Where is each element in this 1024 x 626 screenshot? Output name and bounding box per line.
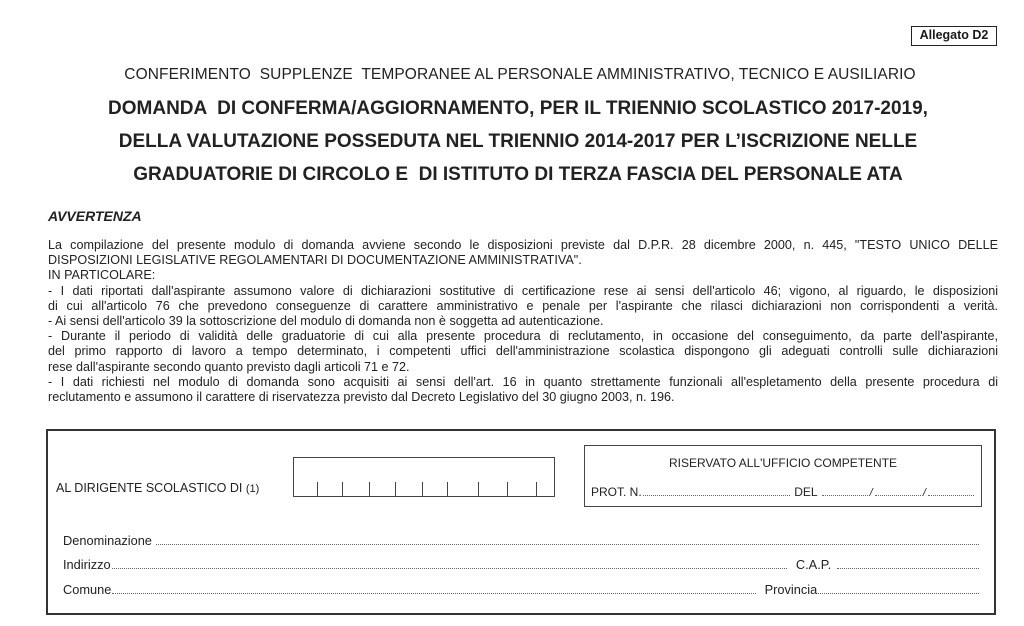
protocol-number-label: PROT. N. [591, 485, 642, 499]
comune-field[interactable] [112, 583, 755, 594]
indirizzo-label: Indirizzo [63, 557, 111, 572]
code-cell-divider [317, 482, 318, 496]
warning-body [48, 238, 998, 405]
allegato-badge: Allegato D2 [911, 26, 997, 46]
provincia-label: Provincia [764, 582, 818, 597]
code-cell-divider [478, 482, 479, 496]
code-cell-divider [369, 482, 370, 496]
date-separator: / [869, 487, 873, 499]
code-cell-divider [395, 482, 396, 496]
code-cell-divider [536, 482, 537, 496]
document-title-line-1: DOMANDA DI CONFERMA/AGGIORNAMENTO, PER IL TRIENNIO SCOLASTICO 2017-2019, [108, 98, 928, 119]
protocol-date-label: DEL [794, 485, 818, 499]
warning-line: - I dati richiesti nel modulo di domanda sono acquisiti ai sensi dell'art. 16 in quanto strettamente funzionali all'espletamento della presente procedura di [48, 374, 998, 389]
cap-label: C.A.P. [795, 557, 832, 572]
indirizzo-field[interactable] [112, 558, 787, 569]
code-cell-divider [422, 482, 423, 496]
provincia-field[interactable] [818, 583, 979, 594]
protocol-date-year-field[interactable] [928, 485, 974, 496]
comune-row [63, 582, 980, 597]
denominazione-field[interactable] [156, 534, 979, 545]
school-address-form [46, 429, 996, 615]
date-separator: / [922, 487, 926, 499]
warning-line: rese dall'aspirante secondo quanto previsto dagli articoli 71 e 72. [48, 359, 410, 374]
code-cell-divider [447, 482, 448, 496]
warning-line: - I dati riportati dall'aspirante assumono valore di dichiarazioni sostitutive di certificazione rese ai sensi dell'articolo 46; vigono, al riguardo, le disposizioni [48, 283, 998, 298]
warning-heading: AVVERTENZA [48, 208, 142, 224]
dirigente-label-text: AL DIRIGENTE SCOLASTICO DI [56, 481, 243, 495]
cap-field[interactable] [837, 558, 979, 569]
document-title-line-3: GRADUATORIE DI CIRCOLO E DI ISTITUTO DI TERZA FASCIA DEL PERSONALE ATA [133, 164, 903, 185]
warning-line: - Ai sensi dell'articolo 39 la sottoscrizione del modulo di domanda non è soggetta ad autenticazione. [48, 314, 604, 329]
document-subtitle: CONFERIMENTO SUPPLENZE TEMPORANEE AL PERSONALE AMMINISTRATIVO, TECNICO E AUSILIARIO [124, 66, 916, 83]
warning-line: DISPOSIZIONI LEGISLATIVE REGOLAMENTARI DI DOCUMENTAZIONE AMMINISTRATIVA". [48, 253, 582, 268]
denominazione-row [63, 533, 980, 548]
indirizzo-row [63, 557, 980, 572]
warning-line: IN PARTICOLARE: [48, 268, 156, 283]
comune-label: Comune [63, 582, 112, 597]
reserved-office-box [584, 445, 982, 507]
dirigente-label [56, 481, 259, 495]
code-cell-divider [507, 482, 508, 496]
reserved-office-title: RISERVATO ALL'UFFICIO COMPETENTE [668, 456, 898, 470]
protocol-date-month-field[interactable] [875, 485, 921, 496]
document-title-line-2: DELLA VALUTAZIONE POSSEDUTA NEL TRIENNIO 2014-2017 PER L’ISCRIZIONE NELLE [118, 131, 918, 152]
warning-line: La compilazione del presente modulo di domanda avviene secondo le disposizioni previste dal D.P.R. 28 dicembre 2000, n. 445, "TESTO UNICO DELLE [48, 238, 998, 252]
dirigente-footnote: (1) [245, 483, 260, 495]
denominazione-label: Denominazione [63, 533, 152, 548]
protocol-number-field[interactable] [643, 485, 791, 496]
warning-line: reclutamento e assumono il carattere di riservatezza previsto dal Decreto Legislativo del 30 giugno 2003, n. 196. [48, 390, 675, 405]
code-cell-divider [342, 482, 343, 496]
protocol-row [591, 485, 975, 499]
school-code-input[interactable] [293, 457, 555, 497]
warning-line: di cui all'articolo 76 che prevedono conseguenze di carattere amministrativo e penale per l'aspirante che rilasci dichiarazioni non corrispondenti a verità. [48, 298, 998, 313]
warning-line: del primo rapporto di lavoro a tempo determinato, i competenti uffici dell'amministrazione scolastica dispongono gli adeguati controlli sulle dichiarazioni [48, 344, 998, 359]
warning-line: - Durante il periodo di validità delle graduatorie di cui alla presente procedura di reclutamento, in occasione del conseguimento, da parte dell'aspirante, [48, 329, 998, 344]
protocol-date-day-field[interactable] [822, 485, 868, 496]
